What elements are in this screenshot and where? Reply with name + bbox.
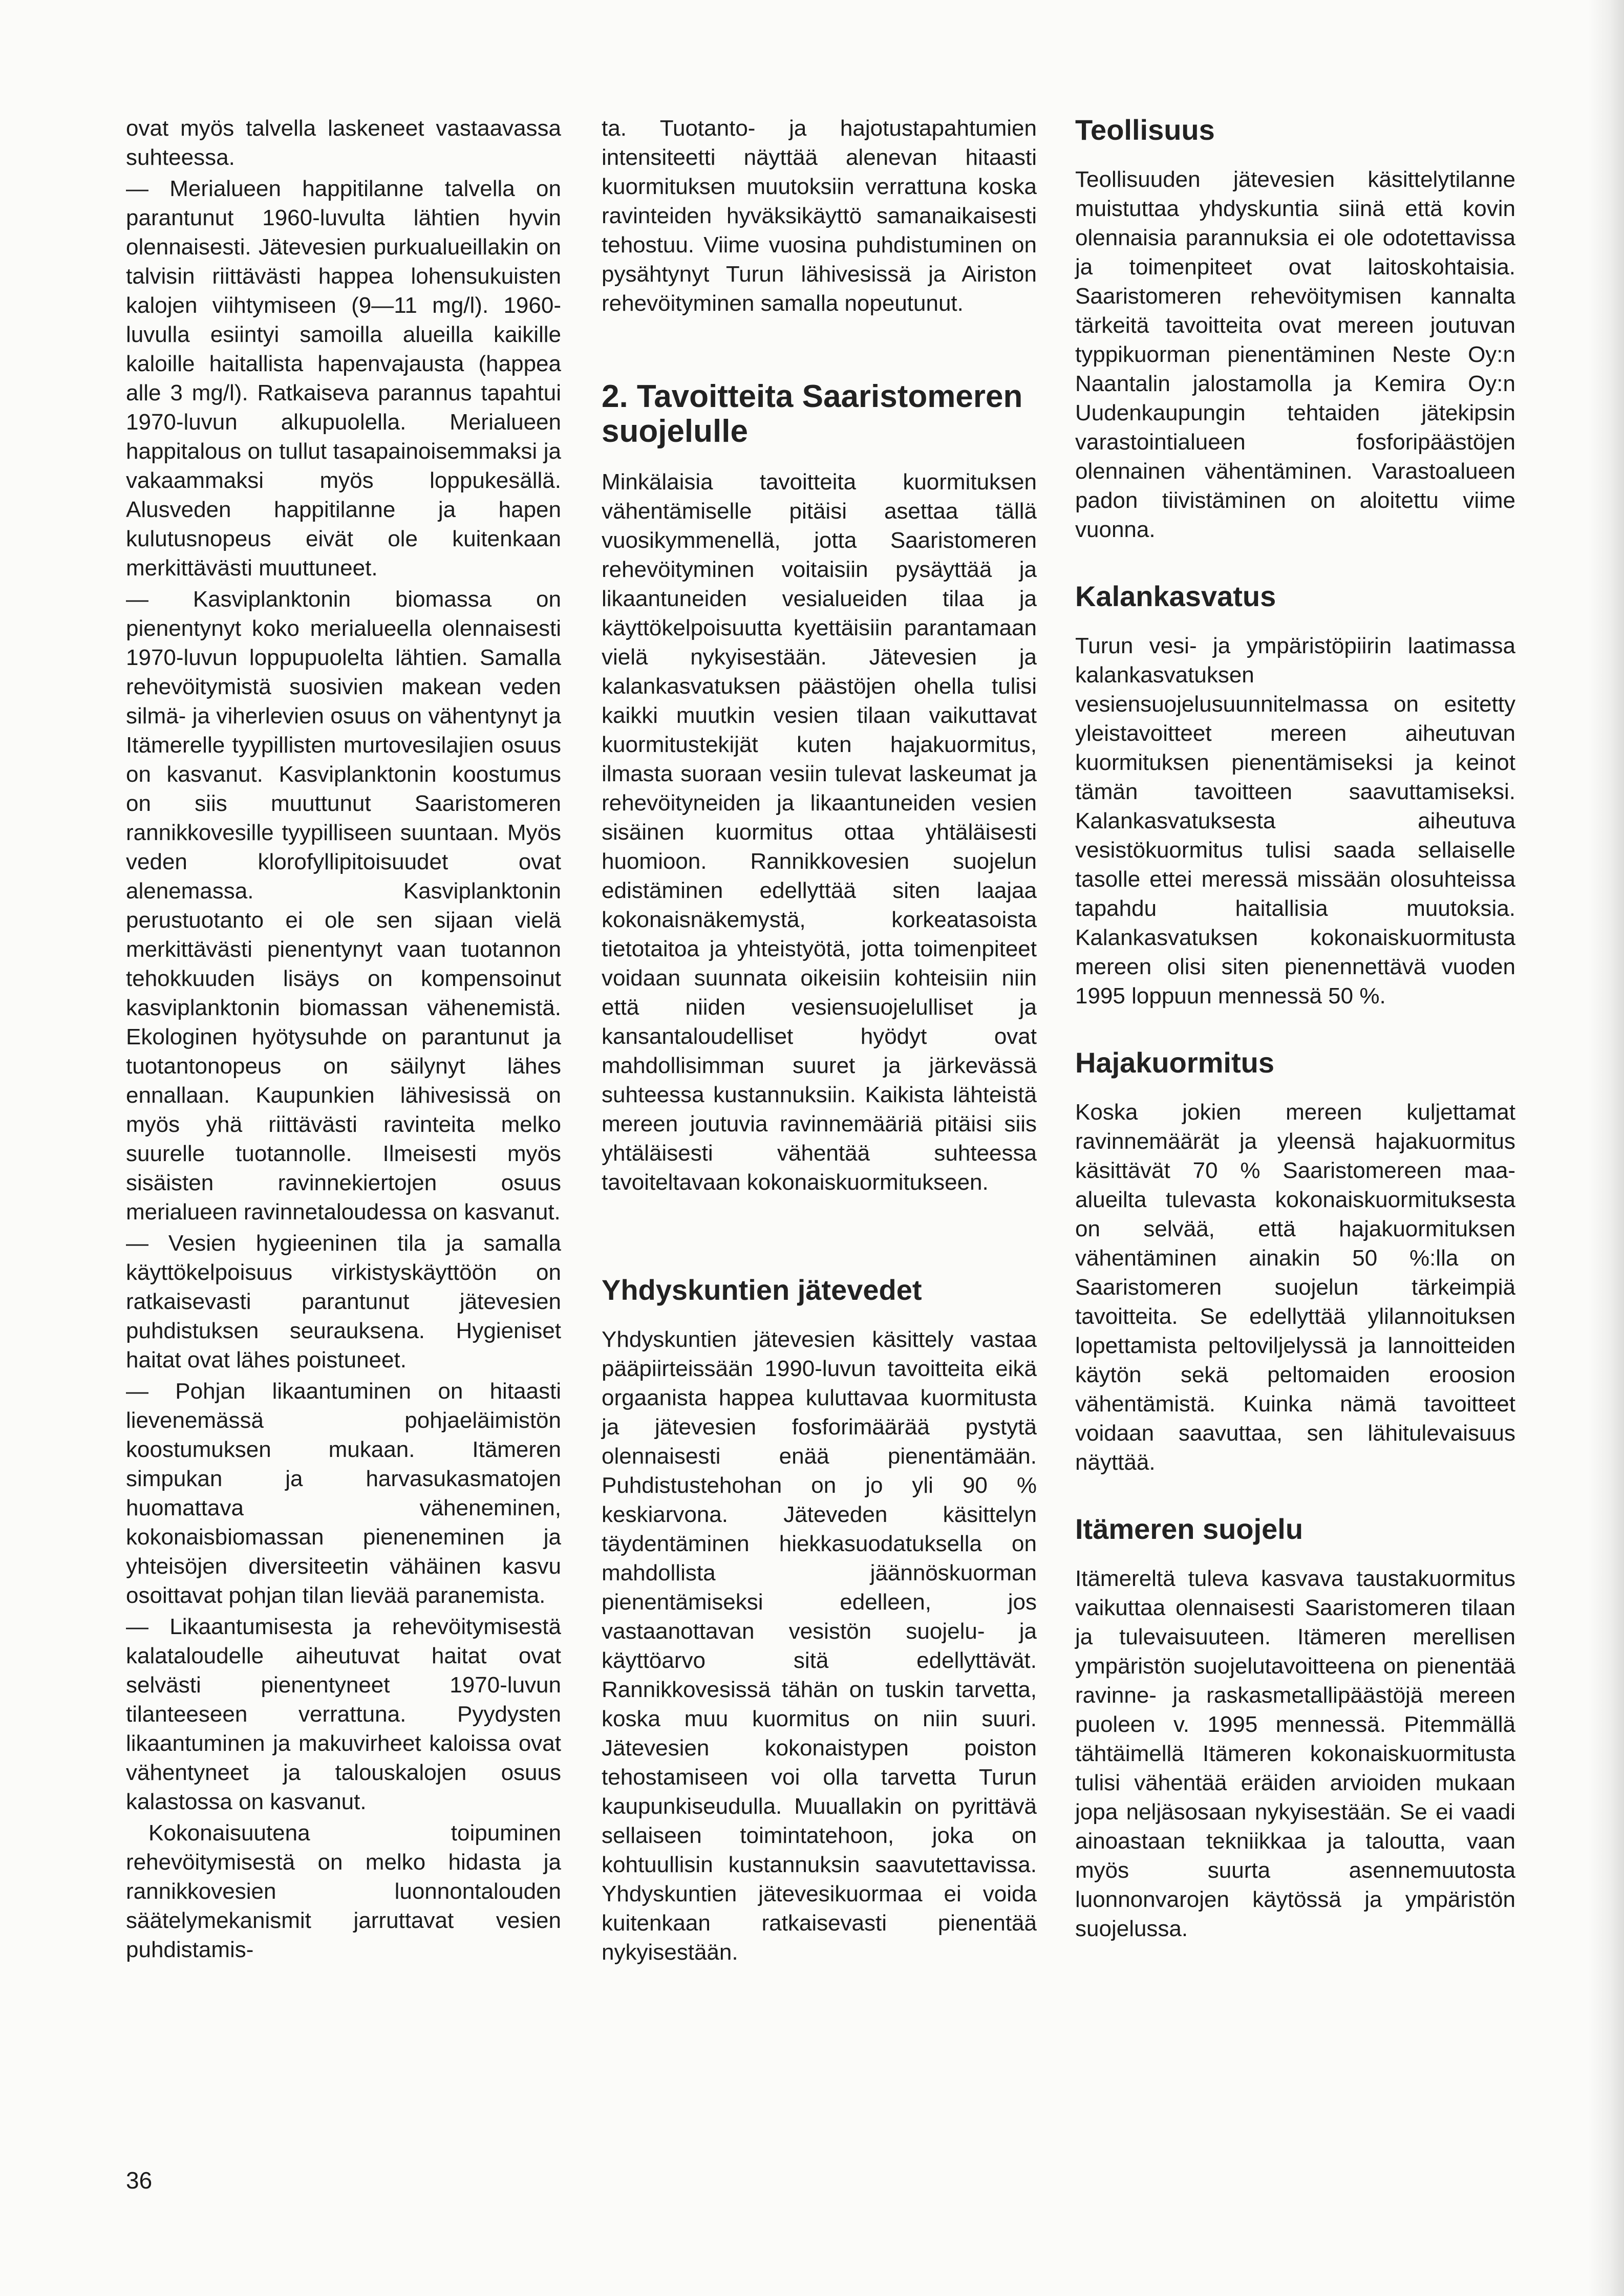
paragraph: Koska jokien mereen kuljettamat ravinnemäärät ja yleensä hajakuormitus käsittävät 70 % Saaristomereen maa-alueilta tulevasta kokonaiskuormituksesta on selvää, että hajakuormituksen vähentäminen ainakin 50 %:lla on Saaristomeren suojelun tärkeimpiä tavoitteita. Se edellyttää ylilannoituksen lopettamista peltoviljelyssä ja lannoitteiden käytön sekä peltomaiden eroosion vähentämistä. Kuinka nämä tavoitteet voidaan saavuttaa, sen lähitulevaisuus näyttää.: [1075, 1100, 1515, 1475]
column-left: [126, 114, 561, 1964]
scan-edge-shadow: [1588, 0, 1624, 2296]
paragraph: — Merialueen happitilanne talvella on parantunut 1960-luvulta lähtien hyvin olennaisesti. Jätevesien purkualueillakin on talvisin riittävästi happea lohensukuisten kalojen viihtymiseen (9—11 mg/l). 1960-luvulla esiintyi samoilla alueilla kaikille kaloille haitallista hapenvajausta (happea alle 3 mg/l). Ratkaiseva parannus tapahtui 1970-luvun alkupuolella. Merialueen happitalous on tullut tasapainoisemmaksi ja vakaammaksi myös loppukesällä. Alusveden happitilanne ja hapen kulutusnopeus eivät ole kuitenkaan merkittävästi muuttuneet.: [126, 176, 561, 581]
paragraph: Itämereltä tuleva kasvava taustakuormitus vaikuttaa olennaisesti Saaristomeren tilaan ja tulevaisuuteen. Itämeren merellisen ympäristön suojelutavoitteena on pienentää ravinne- ja raskasmetallipäästöjä mereen puoleen v. 1995 mennessä. Pitemmällä tähtäimellä Itämeren kokonaiskuormitusta tulisi vähentää eräiden arvioiden mukaan jopa neljäsosaan nykyisestään. Se ei vaadi ainoastaan tekniikkaa ja taloutta, vaan myös suurta asennemuutosta luonnonvarojen käytössä ja ympäristön suojelussa.: [1075, 1566, 1515, 1941]
paragraph: Kokonaisuutena toipuminen rehevöitymisestä on melko hidasta ja rannikkovesien luonnontalouden säätelymekanismit jarruttavat vesien puhdistamis-: [126, 1820, 561, 1962]
section-heading: Teollisuus: [1075, 114, 1215, 146]
section-heading: 2. Tavoitteita Saaristomeren suojelulle: [602, 379, 1023, 449]
paragraph: Turun vesi- ja ympäristöpiirin laatimassa kalankasvatuksen vesiensuojelusuunnitelmassa on esitetty yleistavoitteet mereen aiheutuvan kuormituksen pienentämiseksi ja keinot tämän tavoitteen saavuttamiseksi. Kalankasvatuksesta aiheutuva vesistökuormitus tulisi saada sellaiselle tasolle ettei meressä missään olosuhteissa tapahdu haitallisia muutoksia. Kalankasvatuksen kokonaiskuormitusta mereen olisi siten pienennettävä vuoden 1995 loppuun mennessä 50 %.: [1075, 633, 1515, 1008]
paragraph: ta. Tuotanto- ja hajotustapahtumien intensiteetti näyttää alenevan hitaasti kuormituksen muutoksiin verrattuna koska ravinteiden hyväksikäyttö samanaikaisesti tehostuu. Viime vuosina puhdistuminen on pysähtynyt Turun lähivesissä ja Airiston rehevöityminen samalla nopeutunut.: [602, 116, 1037, 316]
paragraph: Teollisuuden jätevesien käsittelytilanne muistuttaa yhdyskuntia siinä että kovin olennaisia parannuksia ei ole odotettavissa ja toimenpiteet ovat laitoskohtaisia. Saaristomeren rehevöitymisen kannalta tärkeitä tavoitteita ovat mereen joutuvan typpikuorman pienentäminen Neste Oy:n Naantalin jalostamolla ja Kemira Oy:n Uudenkaupungin tehtaiden jätekipsin varastointialueen fosforipäästöjen olennainen vähentäminen. Varastoalueen padon tiivistäminen on aloitettu viime vuonna.: [1075, 167, 1515, 542]
paragraph: — Vesien hygieeninen tila ja samalla käyttökelpoisuus virkistyskäyttöön on ratkaisevasti parantunut jätevesien puhdistuksen seurauksena. Hygieniset haitat ovat lähes poistuneet.: [126, 1231, 561, 1372]
paragraph: Minkälaisia tavoitteita kuormituksen vähentämiselle pitäisi asettaa tällä vuosikymmenellä, jotta Saaristomeren rehevöityminen voitaisiin pysäyttää ja likaantuneiden vesialueiden tilaa ja käyttökelpoisuutta kyettäisiin parantamaan vielä nykyisestään. Jätevesien ja kalankasvatuksen päästöjen ohella tulisi kaikki muutkin vesien tilaan vaikuttavat kuormitustekijät kuten hajakuormitus, ilmasta suoraan vesiin tulevat laskeumat ja rehevöityneiden ja likaantuneiden vesien sisäinen kuormitus ottaa yhtäläisesti huomioon. Rannikkovesien suojelun edistäminen edellyttää siten laajaa kokonaisnäkemystä, korkeatasoista tietotaitoa ja yhteistyötä, jotta toimenpiteet voidaan suunnata oikeisiin kohteisiin niin että niiden vesiensuojelulliset ja kansantaloudelliset hyödyt ovat mahdollisimman suuret ja järkevässä suhteessa kustannuksiin. Kaikista lähteistä mereen joutuvia ravinnemääriä pitäisi siis yhtäläisesti vähentää suhteessa tavoiteltavaan kokonaiskuormitukseen.: [602, 469, 1037, 1195]
paragraph: ovat myös talvella laskeneet vastaavassa suhteessa.: [126, 116, 561, 170]
paragraph: — Likaantumisesta ja rehevöitymisestä kalataloudelle aiheutuvat haitat ovat selvästi pienentyneet 1970-luvun tilanteeseen verrattuna. Pyydysten likaantuminen ja makuvirheet kaloissa ovat vähentyneet ja talouskalojen osuus kalastossa on kasvanut.: [126, 1614, 561, 1814]
paragraph: Yhdyskuntien jätevesien käsittely vastaa pääpiirteissään 1990-luvun tavoitteita eikä orgaanista happea kuluttavaa kuormitusta ja jätevesien fosforimäärää pystytä olennaisesti enää pienentämään. Puhdistustehohan on jo yli 90 % keskiarvona. Jäteveden käsittelyn täydentäminen hiekkasuodatuksella on mahdollista jäännöskuorman pienentämiseksi edelleen, jos vastaanottavan vesistön suojelu- ja käyttöarvo sitä edellyttävät. Rannikkovesissä tähän on tuskin tarvetta, koska muu kuormitus on niin suuri. Jätevesien kokonaistypen poiston tehostamiseen voi olla tarvetta Turun kaupunkiseudulla. Muuallakin on pyrittävä sellaiseen toimintatehoon, joka on kohtuullisin kustannuksin saavutettavissa. Yhdyskuntien jätevesikuormaa ei voida kuitenkaan ratkaisevasti pienentää nykyisestään.: [602, 1327, 1037, 1965]
section-heading: Itämeren suojelu: [1075, 1513, 1304, 1545]
section-heading: Yhdyskuntien jätevedet: [602, 1274, 922, 1306]
section-heading: Kalankasvatus: [1075, 580, 1276, 612]
page-number: 36: [126, 2167, 153, 2194]
column-middle: [602, 114, 1037, 1967]
section-heading: Hajakuormitus: [1075, 1046, 1274, 1079]
column-right: [1075, 114, 1515, 1943]
paragraph: — Kasviplanktonin biomassa on pienentynyt koko merialueella olennaisesti 1970-luvun loppupuolelta lähtien. Samalla rehevöitymistä suosivien makean veden silmä- ja viherlevien osuus on vähentynyt ja Itämerelle tyypillisten murtovesilajien osuus on kasvanut. Kasviplanktonin koostumus on siis muuttunut Saaristomeren rannikkovesille tyypilliseen suuntaan. Myös veden klorofyllipitoisuudet ovat alenemassa. Kasviplanktonin perustuotanto ei ole sen sijaan vielä merkittävästi pienentynyt vaan tuotannon tehokkuuden lisäys on kompensoinut kasviplanktonin biomassan vähenemistä. Ekologinen hyötysuhde on parantunut ja tuotantonopeus on säilynyt lähes ennallaan. Kaupunkien lähivesissä on myös yhä riittävästi ravinteita melko suurelle tuotannolle. Ilmeisesti myös sisäisten ravinnekiertojen osuus merialueen ravinnetaloudessa on kasvanut.: [126, 587, 561, 1225]
paragraph: — Pohjan likaantuminen on hitaasti lievenemässä pohjaeläimistön koostumuksen mukaan. Itämeren simpukan ja harvasukasmatojen huomattava väheneminen, kokonaisbiomassan pieneneminen ja yhteisöjen diversiteetin vähäinen kasvu osoittavat pohjan tilan lievää paranemista.: [126, 1379, 561, 1608]
